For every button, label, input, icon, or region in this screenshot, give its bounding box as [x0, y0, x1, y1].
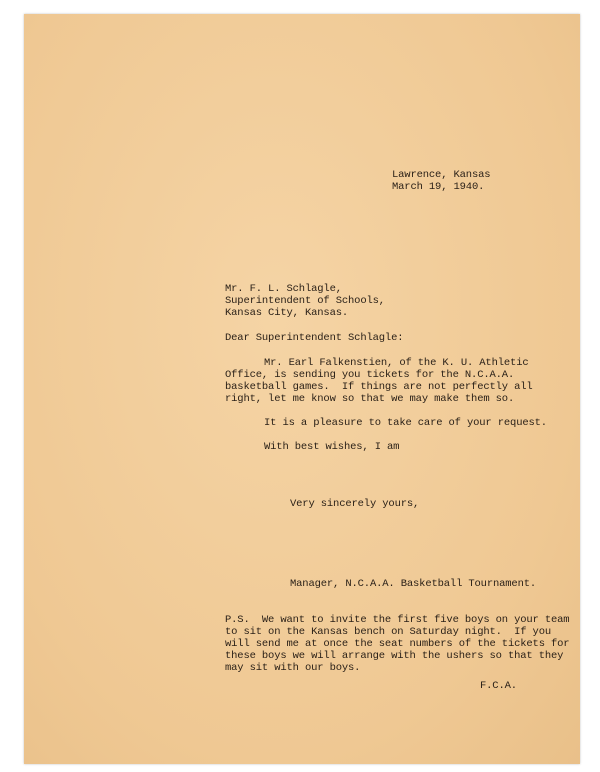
body-paragraph-1-line-3: basketball games. If things are not perfectly all — [225, 381, 533, 393]
body-paragraph-3: With best wishes, I am — [264, 441, 400, 453]
initials: F.C.A. — [480, 680, 517, 692]
signature-title: Manager, N.C.A.A. Basketball Tournament. — [290, 578, 537, 590]
letter-page — [24, 14, 580, 764]
letter-place: Lawrence, Kansas — [392, 169, 491, 181]
recipient-title: Superintendent of Schools, — [225, 295, 385, 307]
body-paragraph-1-line-2: Office, is sending you tickets for the N.C.A.A. — [225, 369, 515, 381]
postscript-line-4: these boys we will arrange with the ushers so that they — [225, 650, 564, 662]
postscript-line-3: will send me at once the seat numbers of the tickets for — [225, 638, 570, 650]
postscript-line-2: to sit on the Kansas bench on Saturday night. If you — [225, 626, 552, 638]
salutation: Dear Superintendent Schlagle: — [225, 332, 404, 344]
letter-date: March 19, 1940. — [392, 181, 485, 193]
body-paragraph-1-line-4: right, let me know so that we may make them so. — [225, 393, 515, 405]
body-paragraph-2: It is a pleasure to take care of your request. — [264, 417, 547, 429]
postscript-line-5: may sit with our boys. — [225, 662, 361, 674]
recipient-name: Mr. F. L. Schlagle, — [225, 283, 342, 295]
postscript-line-1: P.S. We want to invite the first five boys on your team — [225, 614, 570, 626]
body-paragraph-1-line-1: Mr. Earl Falkenstien, of the K. U. Athletic — [264, 357, 529, 369]
recipient-city: Kansas City, Kansas. — [225, 307, 349, 319]
closing: Very sincerely yours, — [290, 498, 420, 510]
